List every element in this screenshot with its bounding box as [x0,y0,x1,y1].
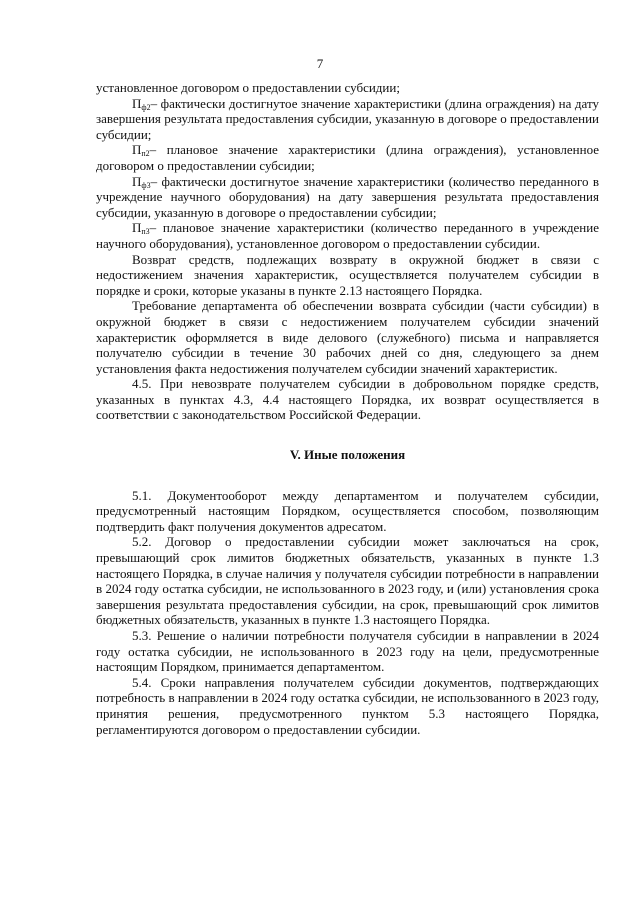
definition-p-f3 [96,174,599,221]
paragraph-5-3: 5.3. Решение о наличии потребности получателя субсидии в направлении в 2024 году остатка субсидии, не использованного в 2023 году на цели, предусмотренные настоящим Порядком, принимается департаментом. [96,628,599,675]
definition-text: – плановое значение характеристики (количество переданного в учреждение научного оборудования), установленное договором о предоставлении субсидии. [96,220,599,251]
definition-text: – плановое значение характеристики (длина ограждения), установленное договором о предоставлении субсидии; [96,142,599,173]
symbol: П [132,95,142,111]
paragraph-4-5: 4.5. При невозврате получателем субсидии в добровольном порядке средств, указанных в пунктах 4.3, 4.4 настоящего Порядка, их возврат осуществляется в соответствии с законодательством Российской Федерации. [96,376,599,423]
paragraph-5-2: 5.2. Договор о предоставлении субсидии может заключаться на срок, превышающий срок лимитов бюджетных обязательств, указанных в пункте 1.3 настоящего Порядка, в случае наличия у получателя субсидии потребности в направлении в 2024 году остатка субсидии, не использованного в 2023 году, и (или) установления срока завершения результата предоставления субсидии, на срок, превышающий срок лимитов бюджетных обязательств, указанных в пункте 1.3 настоящего Порядка. [96,534,599,628]
definition-p-p3 [96,220,599,251]
paragraph-5-4: 5.4. Сроки направления получателем субсидии документов, подтверждающих потребность в направлении в 2024 году остатка субсидии, не использованного в 2023 году, принятия решения, предусмотренного пунктом 5.3 настоящего Порядка, регламентируются договором о предоставлении субсидии. [96,674,599,737]
definition-text: – фактически достигнутое значение характеристики (длина ограждения) на дату завершения результата предоставления субсидии, указанную в договоре о предоставлении субсидии; [96,95,599,142]
section-heading: V. Иные положения [289,447,406,463]
symbol: П [132,220,142,236]
symbol-subscript: п3 [141,227,150,237]
definition-p-p2 [96,142,599,173]
paragraph-refund: Возврат средств, подлежащих возврату в окружной бюджет в связи с недостижением значения характеристик, осуществляется получателем субсидии в порядке и сроки, которые указаны в пункте 2.13 настоящего Порядка. [96,251,599,298]
symbol-subscript: ф3 [141,180,151,190]
definition-p-f2 [96,96,599,143]
paragraph-continuation: установленное договором о предоставлении субсидии; [96,80,400,95]
symbol-subscript: ф2 [141,102,151,112]
document-body [96,80,599,737]
symbol: П [132,173,142,189]
paragraph-5-1: 5.1. Документооборот между департаментом и получателем субсидии, предусмотренный настоящим Порядком, осуществляется способом, позволяющим подтвердить факт получения документов адресатом. [96,487,599,534]
symbol: П [132,142,142,158]
paragraph-requirement: Требование департамента об обеспечении возврата субсидии (части субсидии) в окружной бюджет в связи с недостижением получателем субсидии значений характеристик оформляется в виде делового (служебного) письма и направляется получателю субсидии в течение 30 рабочих дней со дня, следующего за днем установления факта недостижения получателем субсидии значений характеристик. [96,298,599,376]
symbol-subscript: п2 [141,149,150,159]
page-number: 7 [316,56,324,71]
definition-text: – фактически достигнутое значение характеристики (количество переданного в учреждение научного оборудования) на дату завершения результата предоставления субсидии, указанную в договоре о предоставлении субсидии; [96,173,599,220]
